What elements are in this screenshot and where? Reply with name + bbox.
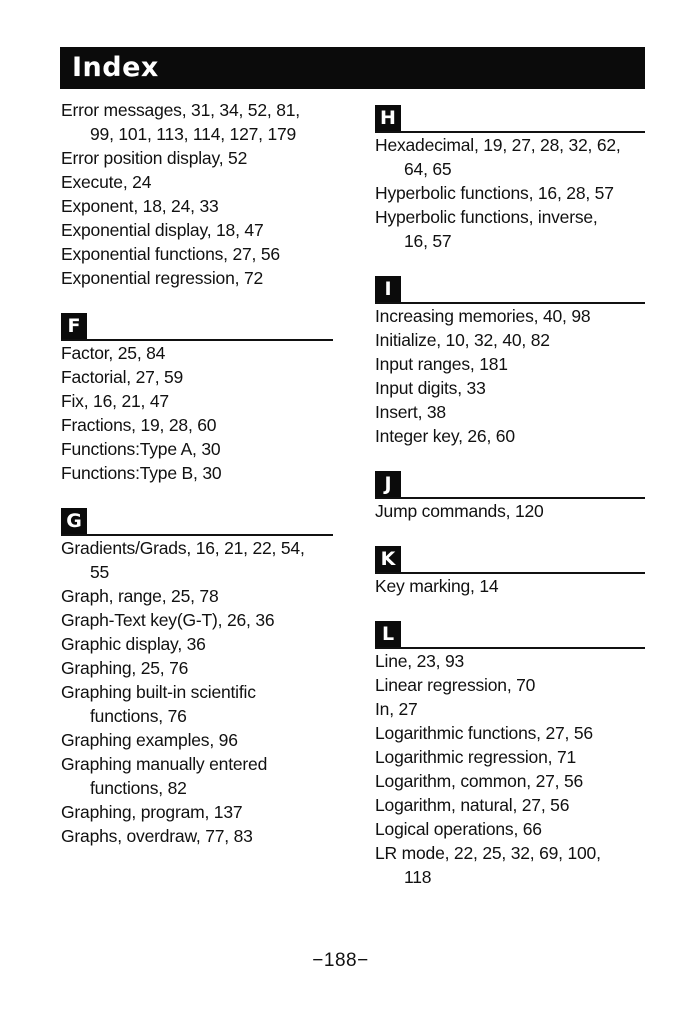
index-entry — [61, 413, 333, 437]
index-entry-text: Exponential regression, 72 — [61, 268, 264, 288]
index-entry — [61, 632, 333, 656]
index-entry — [61, 608, 333, 632]
index-entry — [375, 400, 645, 424]
index-entry — [61, 800, 333, 824]
index-entry — [61, 341, 333, 365]
index-entry — [375, 721, 645, 745]
page-title: Index — [72, 52, 159, 83]
index-entry-text: Exponential display, 18, 47 — [61, 220, 264, 240]
index-entry-text: Factorial, 27, 59 — [61, 367, 184, 387]
section-letter: K — [375, 546, 401, 572]
index-entry — [375, 769, 645, 793]
section-letter: I — [375, 276, 401, 302]
index-entry-text: Logarithmic regression, 71 — [375, 747, 577, 767]
index-entry-text: Initialize, 10, 32, 40, 82 — [375, 330, 550, 350]
index-entry-text: Gradients/Grads, 16, 21, 22, 54, — [61, 538, 305, 558]
index-entry-text: Increasing memories, 40, 98 — [375, 306, 591, 326]
index-entry-text: Logarithm, common, 27, 56 — [375, 771, 584, 791]
index-entry — [61, 437, 333, 461]
index-entry-text: Input ranges, 181 — [375, 354, 508, 374]
section-letter: H — [375, 105, 401, 131]
section-letter: J — [375, 471, 401, 497]
index-title-bar — [60, 47, 645, 89]
section-header-i — [375, 269, 645, 304]
index-entry-text: Graph-Text key(G-T), 26, 36 — [61, 610, 275, 630]
index-entry-text: Line, 23, 93 — [375, 651, 465, 671]
index-entry — [375, 649, 645, 673]
index-entry-text: Graphing, 25, 76 — [61, 658, 189, 678]
index-entry-text: Graphs, overdraw, 77, 83 — [61, 826, 253, 846]
index-entry — [375, 181, 645, 205]
section-divider — [375, 131, 645, 133]
index-entry — [375, 424, 645, 448]
index-entry-text: Functions:Type B, 30 — [61, 463, 222, 483]
section-divider — [375, 572, 645, 574]
index-entry — [61, 584, 333, 608]
index-entry-text: Error position display, 52 — [61, 148, 248, 168]
index-entry-text: Hexadecimal, 19, 27, 28, 32, 62, — [375, 135, 621, 155]
index-entry — [375, 817, 645, 841]
section-header-l — [375, 614, 645, 649]
index-entry-text: Jump commands, 120 — [375, 501, 544, 521]
section-letter: F — [61, 313, 87, 339]
section-divider — [375, 647, 645, 649]
index-entry — [375, 574, 645, 598]
index-entry-text: Graphing built-in scientific — [61, 682, 256, 702]
index-entry-text: Execute, 24 — [61, 172, 152, 192]
index-entry — [375, 499, 645, 523]
index-entry-text: Error messages, 31, 34, 52, 81, — [61, 100, 300, 120]
index-entry — [375, 745, 645, 769]
section-divider — [375, 497, 645, 499]
index-entry — [375, 793, 645, 817]
index-entry — [61, 194, 333, 218]
index-entry-text: Logarithmic functions, 27, 56 — [375, 723, 593, 743]
section-divider — [61, 339, 333, 341]
index-entry-text: Exponential functions, 27, 56 — [61, 244, 280, 264]
index-entry — [375, 133, 645, 181]
index-entry-text: Graphing, program, 137 — [61, 802, 243, 822]
index-entry-text: Graph, range, 25, 78 — [61, 586, 219, 606]
index-entry — [61, 752, 333, 800]
index-entry — [61, 656, 333, 680]
index-entry-continuation: functions, 82 — [90, 778, 187, 798]
index-entry-text: Graphic display, 36 — [61, 634, 206, 654]
index-entry-text: Input digits, 33 — [375, 378, 486, 398]
index-entry-text: Integer key, 26, 60 — [375, 426, 515, 446]
index-entry-continuation: 64, 65 — [404, 159, 452, 179]
index-entry — [61, 389, 333, 413]
index-entry — [61, 365, 333, 389]
index-entry-continuation: 16, 57 — [404, 231, 452, 251]
index-entry-text: Fractions, 19, 28, 60 — [61, 415, 217, 435]
section-header-k — [375, 539, 645, 574]
index-entry — [61, 536, 333, 584]
index-entry-text: Key marking, 14 — [375, 576, 499, 596]
index-entry — [375, 841, 645, 889]
index-entry — [375, 304, 645, 328]
section-header-f — [61, 306, 333, 341]
index-entry — [375, 697, 645, 721]
section-header-g — [61, 501, 333, 536]
index-entry-continuation: functions, 76 — [90, 706, 187, 726]
index-entry — [375, 376, 645, 400]
index-entry-text: Factor, 25, 84 — [61, 343, 166, 363]
index-entry — [61, 266, 333, 290]
index-entry — [61, 728, 333, 752]
index-entry-text: Hyperbolic functions, 16, 28, 57 — [375, 183, 614, 203]
index-entry — [61, 146, 333, 170]
index-entry-text: Functions:Type A, 30 — [61, 439, 221, 459]
section-divider — [61, 534, 333, 536]
section-header-j — [375, 464, 645, 499]
section-letter: L — [375, 621, 401, 647]
index-entry-text: Exponent, 18, 24, 33 — [61, 196, 219, 216]
page-number: −188− — [312, 950, 369, 971]
section-header-h — [375, 98, 645, 133]
index-entry — [61, 170, 333, 194]
index-entry — [375, 352, 645, 376]
index-entry — [61, 461, 333, 485]
index-entry-text: Fix, 16, 21, 47 — [61, 391, 169, 411]
index-entry-text: Linear regression, 70 — [375, 675, 536, 695]
index-entry — [61, 680, 333, 728]
left-index-column — [61, 98, 333, 848]
index-entry — [61, 242, 333, 266]
index-entry — [61, 98, 333, 146]
index-entry-text: Graphing manually entered — [61, 754, 268, 774]
index-entry-text: In, 27 — [375, 699, 418, 719]
right-index-column — [375, 98, 645, 889]
index-entry — [375, 328, 645, 352]
index-entry-continuation: 99, 101, 113, 114, 127, 179 — [90, 124, 297, 144]
index-entry — [61, 218, 333, 242]
index-entry-continuation: 118 — [404, 867, 432, 887]
index-entry-text: Hyperbolic functions, inverse, — [375, 207, 598, 227]
section-letter: G — [61, 508, 87, 534]
index-entry-text: LR mode, 22, 25, 32, 69, 100, — [375, 843, 601, 863]
index-entry-text: Graphing examples, 96 — [61, 730, 238, 750]
index-entry — [61, 824, 333, 848]
section-divider — [375, 302, 645, 304]
index-entry — [375, 673, 645, 697]
index-entry — [375, 205, 645, 253]
index-entry-text: Insert, 38 — [375, 402, 446, 422]
index-entry-text: Logarithm, natural, 27, 56 — [375, 795, 570, 815]
index-entry-continuation: 55 — [90, 562, 110, 582]
index-entry-text: Logical operations, 66 — [375, 819, 542, 839]
